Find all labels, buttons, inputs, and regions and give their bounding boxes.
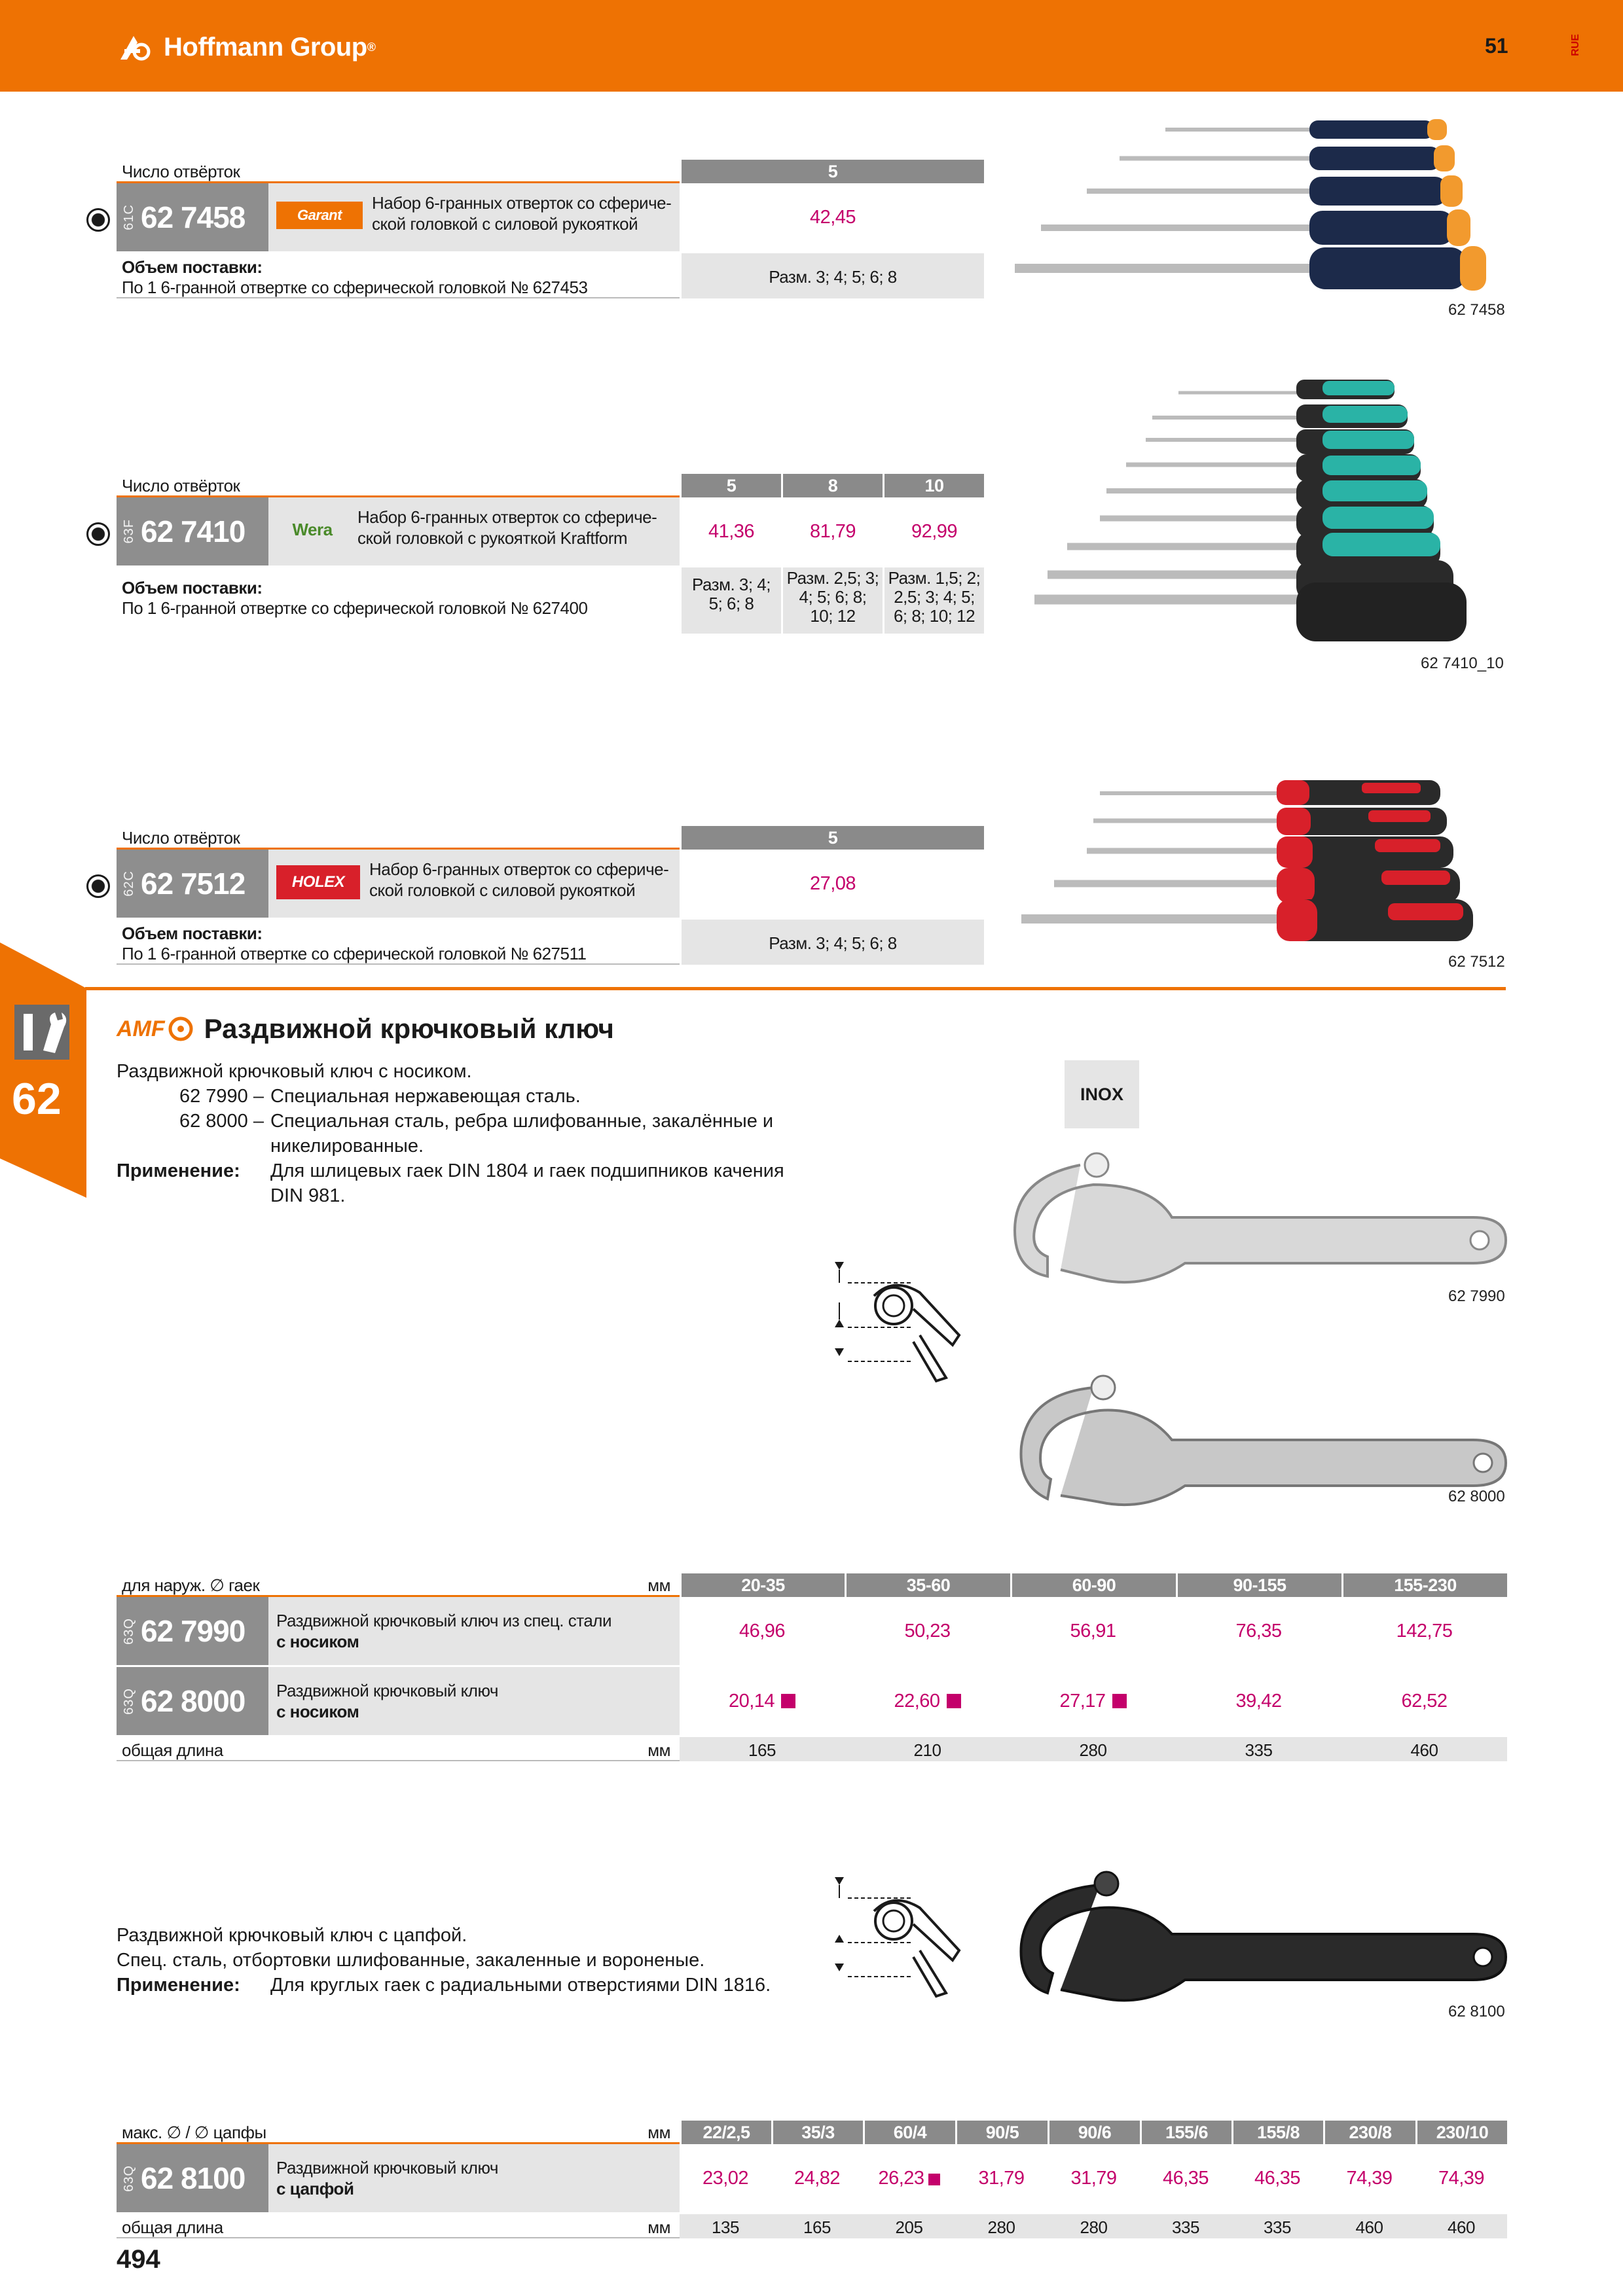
supply-text: По 1 6-гранной отвертке со сферической головкой № 627511 — [122, 944, 587, 963]
holex-logo: HOLEX — [276, 865, 360, 899]
description-cell — [268, 183, 680, 251]
section-description — [117, 1059, 804, 1208]
image-caption: 62 7458 — [1448, 301, 1505, 319]
supply-info — [117, 567, 680, 634]
price-marker-icon — [1112, 1694, 1127, 1708]
description-cell — [268, 1597, 680, 1665]
section2-description — [117, 1923, 869, 1998]
category-code: 63Q — [122, 1617, 136, 1645]
size-header: 20-35 — [680, 1573, 845, 1597]
country-code: RUE — [1570, 34, 1581, 56]
size-header: 90/5 — [955, 2121, 1048, 2144]
application-label: Применение: — [117, 1975, 240, 1996]
supply-label: Объем поставки: — [122, 578, 263, 598]
length-cell: 335 — [1231, 2214, 1323, 2238]
length-label-cell — [117, 1737, 680, 1761]
availability-icon — [86, 522, 110, 546]
price-cell: 74,39 — [1438, 2168, 1485, 2189]
category-code: 63Q — [122, 1687, 136, 1715]
article-number: 62 7458 — [141, 200, 246, 234]
count-header: 5 — [680, 160, 984, 183]
section2-line-2: Спец. сталь, отбортовки шлифованные, закаленные и вороненые. — [117, 1950, 705, 1971]
size-header: 230/10 — [1415, 2121, 1507, 2144]
sizes-cell: Разм. 1,5; 2; 2,5; 3; 4; 5; 6; 8; 10; 12 — [883, 567, 984, 634]
price-cell: 56,91 — [1070, 1621, 1116, 1641]
price-cell: 46,35 — [1162, 2168, 1209, 2189]
image-caption: 62 8000 — [1448, 1488, 1505, 1505]
length-row — [117, 1735, 1507, 1761]
description-line-1: Раздвижной крючковый ключ — [276, 1681, 498, 1700]
hook-wrench-628100-image — [1002, 1859, 1512, 2016]
description-line-1: Набор 6-гранных отверток со сфериче- — [372, 193, 672, 213]
length-cell: 165 — [771, 2214, 863, 2238]
price-cell: 74,39 — [1346, 2168, 1393, 2189]
application-label: Применение: — [117, 1160, 240, 1181]
unit-label: мм — [647, 2123, 670, 2142]
length-cell: 280 — [1048, 2214, 1140, 2238]
category-code: 62C — [122, 870, 136, 897]
unit-label: мм — [647, 2217, 670, 2237]
size-header: 35-60 — [845, 1573, 1010, 1597]
article-number: 62 7990 — [141, 1614, 246, 1648]
variant-text-cont: никелированные. — [270, 1136, 424, 1157]
price-cell: 22,60 — [845, 1667, 1010, 1735]
count-label: Число отвёрток — [117, 474, 680, 497]
diameter-label: макс. ∅ / ∅ цапфы — [122, 2123, 266, 2142]
length-cell: 280 — [955, 2214, 1048, 2238]
count-header: 5 — [680, 474, 781, 497]
description-line-1: Раздвижной крючковый ключ — [276, 2158, 498, 2178]
application-text: Для шлицевых гаек DIN 1804 и гаек подшипников качения — [270, 1160, 784, 1181]
usage-diagram — [822, 1872, 1018, 2003]
count-header: 5 — [680, 826, 984, 850]
article-box[interactable] — [117, 497, 268, 565]
description-line-2: ской головкой с рукояткой Kraftform — [357, 528, 628, 548]
chapter-number: 62 — [12, 1074, 62, 1124]
article-box[interactable] — [117, 183, 268, 251]
page-number-bottom: 494 — [117, 2245, 160, 2274]
category-code: 63Q — [122, 2164, 136, 2192]
supply-info — [117, 920, 680, 965]
table-header-label — [117, 1573, 680, 1597]
side-tab — [0, 942, 86, 1198]
image-caption: 62 7410_10 — [1421, 655, 1504, 672]
diameter-label: для наруж. ∅ гаек — [122, 1575, 260, 1595]
hoffmann-logo[interactable]: Hoffmann Group ® — [118, 33, 376, 62]
size-header: 155-230 — [1341, 1573, 1507, 1597]
wera-logo: Wera — [292, 520, 333, 539]
hook-wrench-627990-image — [1002, 1139, 1512, 1296]
price-marker-icon — [781, 1694, 795, 1708]
variant-text: Специальная сталь, ребра шлифованные, закалённые и — [270, 1111, 774, 1132]
supply-info — [117, 253, 680, 298]
size-header: 22/2,5 — [680, 2121, 771, 2144]
section-heading — [117, 1013, 614, 1045]
article-box[interactable] — [117, 850, 268, 918]
article-number: 62 8100 — [141, 2161, 246, 2195]
price-cell: 46,35 — [1254, 2168, 1301, 2189]
price-cell: 27,17 — [1010, 1667, 1176, 1735]
inox-badge: INOX — [1065, 1060, 1139, 1128]
length-label: общая длина — [122, 1740, 223, 1760]
length-cell: 460 — [1323, 2214, 1415, 2238]
count-header: 10 — [883, 474, 984, 497]
length-cell: 135 — [680, 2214, 771, 2238]
article-number: 62 7512 — [141, 867, 246, 901]
article-box[interactable] — [117, 1667, 268, 1735]
length-cell: 165 — [680, 1737, 845, 1761]
size-header: 60-90 — [1010, 1573, 1176, 1597]
length-cell: 460 — [1341, 1737, 1507, 1761]
price-cell: 76,35 — [1235, 1621, 1282, 1641]
variant-code: 62 8000 – — [179, 1111, 264, 1132]
description-cell — [268, 497, 680, 565]
unit-label: мм — [647, 1740, 670, 1760]
description-line-1: Раздвижной крючковый ключ из спец. стали — [276, 1611, 611, 1630]
page-number-top: 51 — [1485, 34, 1508, 58]
size-header: 155/6 — [1140, 2121, 1231, 2144]
price-cell: 23,02 — [702, 2168, 749, 2189]
count-label: Число отвёрток — [117, 826, 680, 850]
image-caption: 62 8100 — [1448, 2003, 1505, 2020]
article-number: 62 8000 — [141, 1684, 246, 1718]
price-cell: 41,36 — [680, 497, 781, 565]
section-divider — [85, 987, 1506, 990]
description-cell — [268, 2144, 680, 2212]
description-line-2: ской головкой с силовой рукояткой — [372, 214, 638, 234]
price-cell: 31,79 — [1070, 2168, 1117, 2189]
usage-diagram — [822, 1257, 1018, 1388]
size-header: 90-155 — [1176, 1573, 1341, 1597]
length-cell: 205 — [863, 2214, 955, 2238]
supply-label: Объем поставки: — [122, 924, 263, 943]
section-title: Раздвижной крючковый ключ — [204, 1013, 614, 1044]
supply-label: Объем поставки: — [122, 257, 263, 277]
description-line-2: ской головкой с силовой рукояткой — [369, 880, 636, 900]
application-text-cont: DIN 981. — [270, 1185, 346, 1206]
application-text: Для круглых гаек с радиальными отверстиями DIN 1816. — [270, 1975, 771, 1996]
availability-icon — [86, 874, 110, 898]
length-cell: 280 — [1010, 1737, 1176, 1761]
price-cell: 92,99 — [883, 497, 984, 565]
unit-label: мм — [647, 1575, 670, 1595]
image-caption: 62 7990 — [1448, 1287, 1505, 1305]
price-cell: 31,79 — [978, 2168, 1025, 2189]
set-table-627410 — [117, 474, 984, 634]
description-line-2: с цапфой — [276, 2179, 354, 2198]
price-cell: 142,75 — [1396, 1621, 1453, 1641]
length-cell: 335 — [1140, 2214, 1231, 2238]
pin-wrench-table — [117, 2121, 1507, 2238]
supply-text: По 1 6-гранной отвертке со сферической головкой № 627453 — [122, 278, 588, 297]
sizes-cell: Разм. 3; 4; 5; 6; 8 — [680, 253, 984, 298]
length-cell: 335 — [1176, 1737, 1341, 1761]
brand-name: Hoffmann Group — [164, 33, 367, 62]
length-cell: 210 — [845, 1737, 1010, 1761]
price-cell: 42,45 — [680, 183, 984, 251]
price-cell: 50,23 — [904, 1621, 951, 1641]
price-marker-icon — [928, 2174, 940, 2185]
price-cell: 62,52 — [1401, 1691, 1448, 1712]
table-header-label — [117, 2121, 680, 2144]
size-header: 35/3 — [771, 2121, 863, 2144]
wrench-icon — [14, 1005, 69, 1060]
table-row — [117, 1597, 1507, 1665]
sizes-cell: Разм. 3; 4; 5; 6; 8 — [680, 920, 984, 965]
price-cell: 81,79 — [781, 497, 883, 565]
length-row — [117, 2212, 1507, 2238]
set-table-627512 — [117, 826, 984, 965]
count-header: 8 — [781, 474, 883, 497]
count-label: Число отвёрток — [117, 160, 680, 183]
hoffmann-logo-icon — [118, 33, 157, 62]
screwdriver-set-garant-image — [1002, 105, 1499, 301]
sizes-cell: Разм. 2,5; 3; 4; 5; 6; 8; 10; 12 — [781, 567, 883, 634]
price-cell: 26,23 — [863, 2144, 955, 2212]
description-line-2: с носиком — [276, 1702, 359, 1721]
screwdriver-set-wera-image — [995, 367, 1506, 655]
size-header: 155/8 — [1231, 2121, 1323, 2144]
article-box[interactable] — [117, 1597, 268, 1665]
sizes-cell: Разм. 3; 4; 5; 6; 8 — [680, 567, 781, 634]
hook-wrench-628000-image — [1002, 1368, 1512, 1518]
category-code: 61C — [122, 204, 136, 230]
length-cell: 460 — [1415, 2214, 1507, 2238]
article-number: 62 7410 — [141, 514, 246, 548]
article-box[interactable] — [117, 2144, 268, 2212]
price-marker-icon — [947, 1694, 961, 1708]
description-line-1: Набор 6-гранных отверток со сфериче- — [357, 507, 657, 527]
description-line-2: с носиком — [276, 1632, 359, 1651]
amf-logo: AMF — [117, 1016, 194, 1042]
size-header: 90/6 — [1048, 2121, 1140, 2144]
intro-text: Раздвижной крючковый ключ с носиком. — [117, 1061, 472, 1082]
image-caption: 62 7512 — [1448, 953, 1505, 971]
price-cell: 46,96 — [739, 1621, 786, 1641]
section2-line-1: Раздвижной крючковый ключ с цапфой. — [117, 1925, 467, 1946]
price-cell: 27,08 — [680, 850, 984, 918]
category-code: 63F — [122, 519, 136, 544]
price-cell: 24,82 — [793, 2168, 841, 2189]
variant-code: 62 7990 – — [179, 1086, 264, 1107]
screwdriver-set-holex-image — [995, 766, 1506, 956]
hook-wrench-table — [117, 1573, 1507, 1761]
description-cell — [268, 850, 680, 918]
size-header: 60/4 — [863, 2121, 955, 2144]
variant-text: Специальная нержавеющая сталь. — [270, 1086, 581, 1107]
price-cell: 39,42 — [1235, 1691, 1282, 1712]
table-row — [117, 1667, 1507, 1735]
price-cell: 20,14 — [680, 1667, 845, 1735]
length-label: общая длина — [122, 2217, 223, 2237]
size-header: 230/8 — [1323, 2121, 1415, 2144]
supply-text: По 1 6-гранной отвертке со сферической головкой № 627400 — [122, 598, 588, 618]
availability-icon — [86, 208, 110, 232]
description-cell — [268, 1667, 680, 1735]
description-line-1: Набор 6-гранных отверток со сфериче- — [369, 859, 669, 879]
table-row — [117, 2144, 1507, 2212]
set-table-627458 — [117, 160, 984, 298]
garant-logo: Garant — [276, 202, 363, 229]
length-label-cell — [117, 2214, 680, 2238]
